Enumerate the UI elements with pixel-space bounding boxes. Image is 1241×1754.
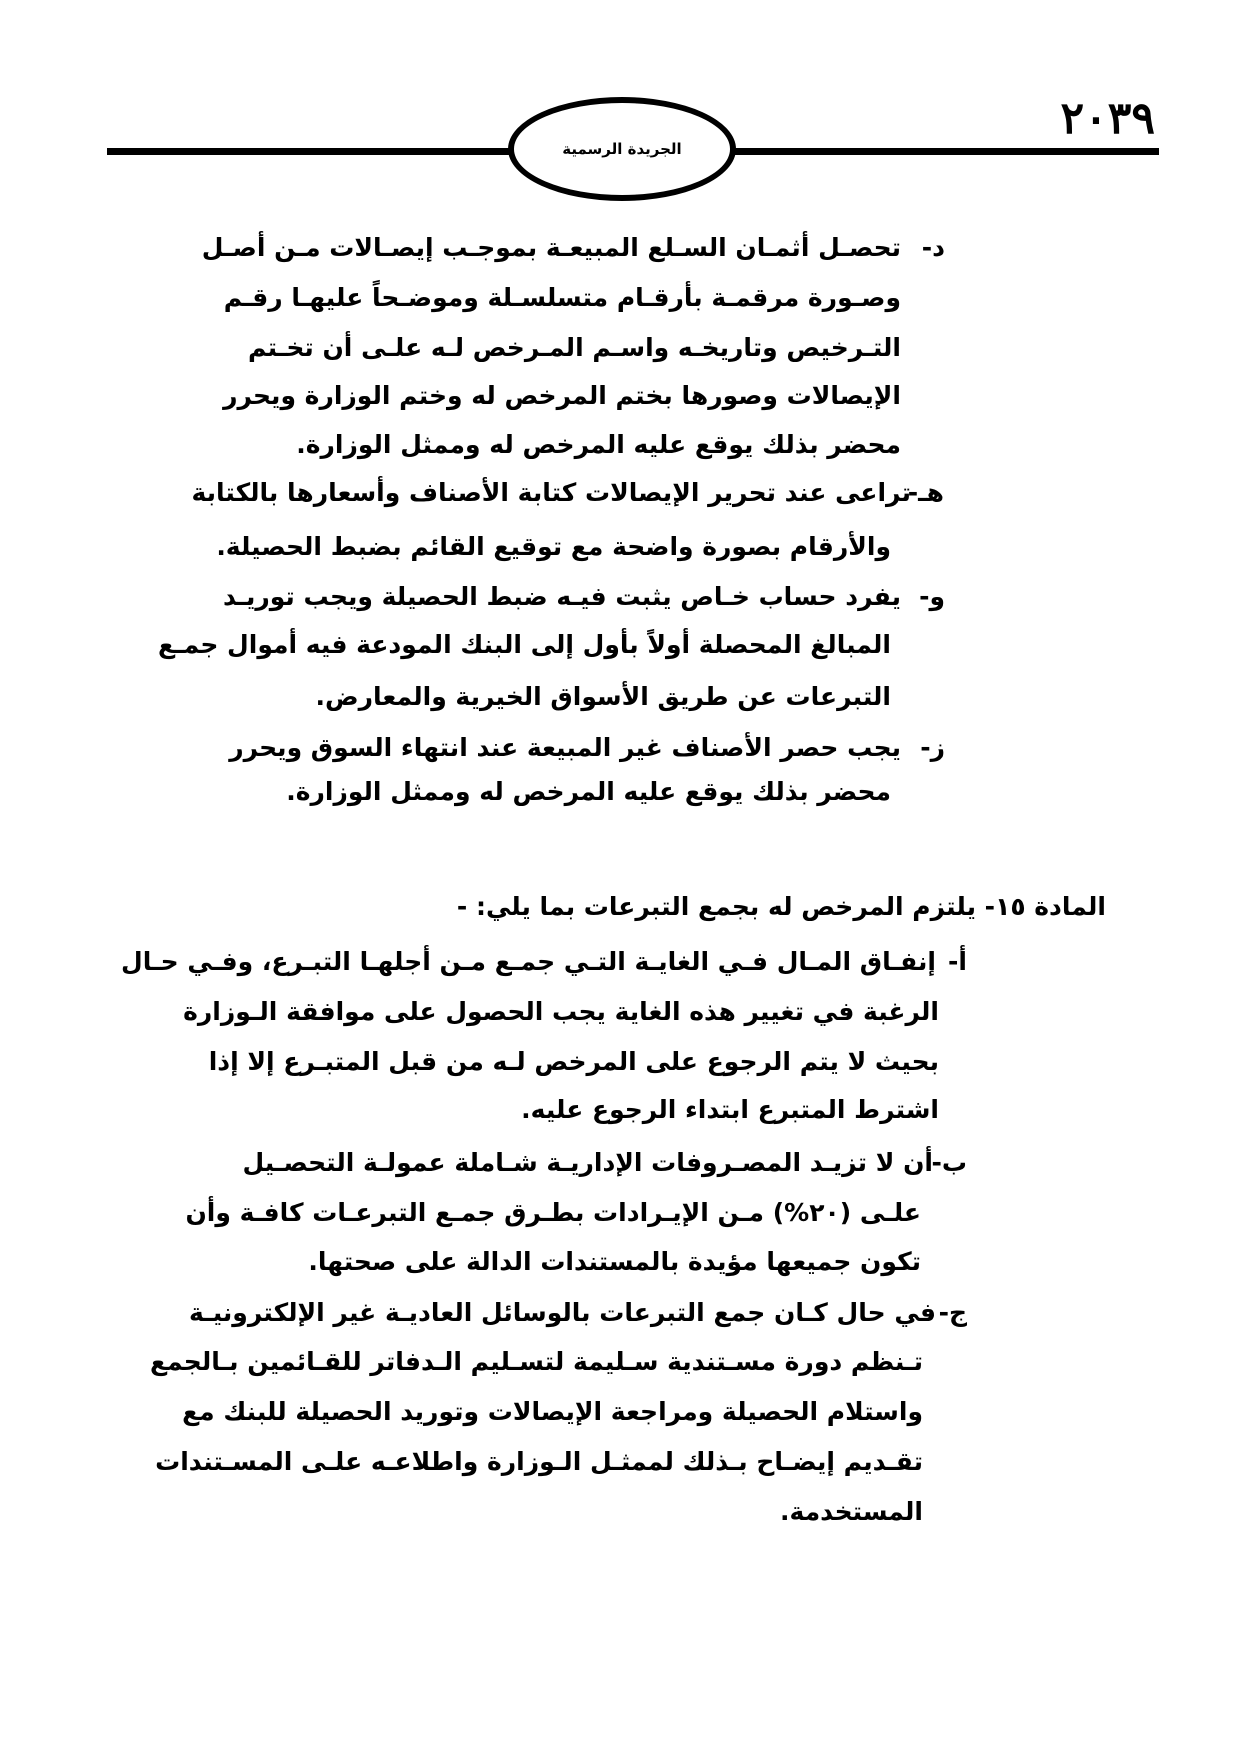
item-line: واستلام الحصيلة ومراجعة الإيصالات وتوريد الحصيلة للبنك مع [182,1397,923,1426]
item-line: تحصـل أثمـان السـلع المبيعـة بموجـب إيصـالات مـن أصـل [201,233,901,262]
item-line: إنفـاق المـال فـي الغايـة التـي جمـع مـن أجلهـا التبـرع، وفـي حـال [121,947,936,976]
item-line: المبالغ المحصلة أولاً بأول إلى البنك المودعة فيه أموال جمـع [157,630,891,659]
item-line: محضر بذلك يوقع عليه المرخص له وممثل الوزارة. [296,430,901,459]
item-line: يفرد حساب خـاص يثبت فيـه ضبط الحصيلة ويجب توريـد [222,582,901,611]
item-line: محضر بذلك يوقع عليه المرخص له وممثل الوزارة. [286,777,891,806]
item-line: الإيصالات وصورها بختم المرخص له وختم الوزارة ويحرر [223,381,901,410]
gazette-title-oval [508,97,736,201]
item-line: تراعى عند تحرير الإيصالات كتابة الأصناف وأسعارها بالكتابة [191,478,911,507]
item-line: والأرقام بصورة واضحة مع توقيع القائم بضبط الحصيلة. [216,532,891,561]
item-line: في حال كـان جمع التبرعات بالوسائل العاديـة غير الإلكترونيـة [189,1298,936,1327]
article-heading: المادة ١٥- يلتزم المرخص له بجمع التبرعات بما يلي: - [456,892,1106,921]
item-marker: ب- [931,1148,967,1177]
item-marker: هـ- [907,478,944,507]
item-marker: ج- [938,1298,967,1327]
item-line: التبرعات عن طريق الأسواق الخيرية والمعارض. [315,682,891,711]
item-marker: أ- [948,947,967,976]
item-line: تقـديم إيضـاح بـذلك لممثـل الـوزارة واطلاعـه علـى المسـتندات [155,1447,923,1476]
item-line: تـنظم دورة مسـتندية سـليمة لتسـليم الـدفاتر للقـائمين بـالجمع [149,1347,923,1376]
item-line: اشترط المتبرع ابتداء الرجوع عليه. [521,1095,939,1124]
item-line: أن لا تزيـد المصـروفات الإداريـة شـاملة عمولـة التحصـيل [242,1148,933,1177]
item-marker: ز- [920,733,945,762]
item-line: المستخدمة. [780,1497,923,1526]
item-line: علـى (٢٠%) مـن الإيـرادات بطـرق جمـع التبرعـات كافـة وأن [185,1198,921,1227]
gazette-title: الجريدة الرسمية [562,140,682,158]
item-marker: د- [921,233,945,262]
item-line: بحيث لا يتم الرجوع على المرخص لـه من قبل المتبـرع إلا إذا [208,1047,939,1076]
item-line: يجب حصر الأصناف غير المبيعة عند انتهاء السوق ويحرر [229,733,901,762]
page-number: ٢٠٣٩ [1060,93,1155,144]
item-marker: و- [919,582,945,611]
item-line: الرغبة في تغيير هذه الغاية يجب الحصول على موافقة الـوزارة [183,997,939,1026]
item-line: التـرخيص وتاريخـه واسـم المـرخص لـه علـى أن تخـتم [248,333,901,362]
item-line: تكون جميعها مؤيدة بالمستندات الدالة على صحتها. [308,1247,921,1276]
item-line: وصـورة مرقمـة بأرقـام متسلسـلة وموضـحاً عليهـا رقـم [223,283,901,312]
